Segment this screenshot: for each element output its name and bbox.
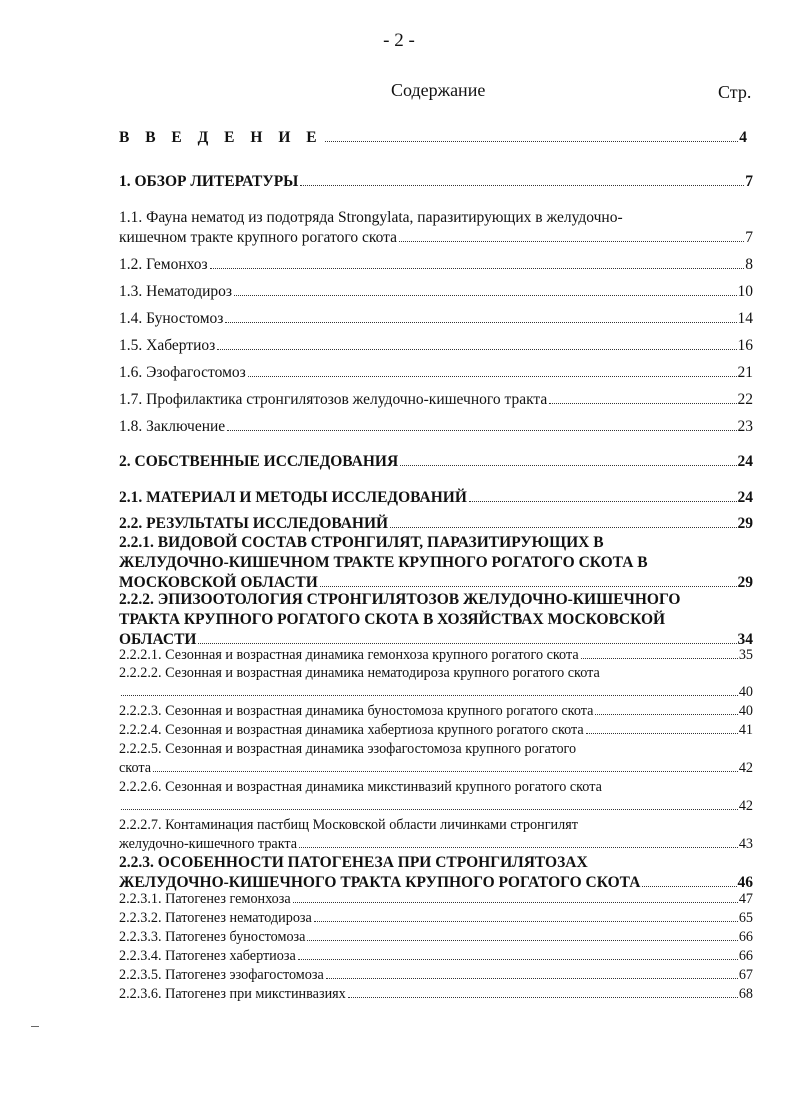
dot-leader — [586, 733, 738, 734]
toc-entry — [119, 488, 753, 508]
toc-entry — [119, 928, 753, 947]
dot-leader — [469, 501, 737, 502]
toc-entry-text: 1.8. Заключение — [119, 418, 226, 435]
toc-entry-text: В В Е Д Е Н И Е — [119, 129, 323, 146]
dot-leader — [581, 658, 738, 659]
dot-leader — [227, 430, 736, 431]
toc-entry — [119, 664, 753, 701]
dot-leader — [595, 714, 737, 715]
toc-entry — [119, 740, 753, 777]
toc-entry-text: 1. ОБЗОР ЛИТЕРАТУРЫ — [119, 173, 299, 190]
dot-leader — [390, 527, 736, 528]
dot-leader — [549, 403, 736, 404]
toc-page-number: 42 — [738, 797, 753, 814]
toc-entry — [119, 452, 753, 472]
toc-entry — [119, 514, 753, 534]
toc-entry-text: ЖЕЛУДОЧНО-КИШЕЧНОГО ТРАКТА КРУПНОГО РОГАТОГО СКОТА — [119, 874, 641, 891]
toc-entry — [119, 778, 753, 815]
toc-entry — [119, 128, 753, 148]
toc-entry-text: МОСКОВСКОЙ ОБЛАСТИ — [119, 574, 318, 591]
dot-leader — [217, 349, 736, 350]
margin-mark — [31, 1026, 39, 1027]
toc-entry-text: ЖЕЛУДОЧНО-КИШЕЧНОМ ТРАКТЕ КРУПНОГО РОГАТОГО СКОТА В — [119, 554, 648, 571]
toc-entry — [119, 853, 753, 893]
toc-entry-text: 2.2.2.6. Сезонная и возрастная динамика микстинвазий крупного рогатого скота — [119, 779, 602, 795]
dot-leader — [325, 141, 739, 142]
toc-page-number: 46 — [737, 874, 753, 891]
dot-leader — [320, 586, 737, 587]
toc-page-number: 34 — [737, 631, 753, 648]
toc-entry — [119, 282, 753, 302]
toc-page-number: 42 — [738, 759, 753, 776]
toc-entry-text: 2.2.2.5. Сезонная и возрастная динамика эзофагостомоза крупного рогатого — [119, 741, 577, 757]
toc-entry — [119, 947, 753, 966]
dot-leader — [399, 241, 744, 242]
toc-entry — [119, 816, 753, 853]
dot-leader — [348, 997, 738, 998]
dot-leader — [121, 809, 738, 810]
toc-page-number: 23 — [737, 418, 753, 435]
toc-entry-text: 2.2.2.1. Сезонная и возрастная динамика гемонхоза крупного рогатого скота — [119, 647, 579, 663]
dot-leader — [293, 902, 738, 903]
toc-page-number: 29 — [737, 515, 753, 532]
dot-leader — [642, 886, 736, 887]
toc-entry-text: 2.2.3. ОСОБЕННОСТИ ПАТОГЕНЕЗА ПРИ СТРОНГИЛЯТОЗАХ — [119, 854, 588, 871]
toc-page-number: 66 — [738, 929, 753, 945]
toc-page-number: 7 — [745, 173, 753, 190]
toc-entry — [119, 590, 753, 650]
toc-entry-text: 2.2.2.7. Контаминация пастбищ Московской области личинками стронгилят — [119, 817, 578, 833]
toc-entry-text: 2.2.2.3. Сезонная и возрастная динамика буностомоза крупного рогатого скота — [119, 703, 594, 719]
toc-entry-text: 2.2.2.4. Сезонная и возрастная динамика хабертиоза крупного рогатого скота — [119, 722, 584, 738]
dot-leader — [400, 465, 736, 466]
toc-entry-text: 2.2.1. ВИДОВОЙ СОСТАВ СТРОНГИЛЯТ, ПАРАЗИТИРУЮЩИХ В — [119, 534, 604, 551]
toc-page-number: 8 — [745, 256, 753, 273]
dot-leader — [314, 921, 738, 922]
toc-page-number: 65 — [738, 910, 753, 926]
toc-entry-text: 2.2.3.1. Патогенез гемонхоза — [119, 891, 291, 907]
toc-entry-text: 1.4. Буностомоз — [119, 310, 224, 327]
toc-entry — [119, 890, 753, 909]
toc-entry-text: 1.7. Профилактика стронгилятозов желудочно-кишечного тракта — [119, 391, 548, 408]
toc-entry-text: 2.2.3.2. Патогенез нематодироза — [119, 910, 312, 926]
toc-page-number: 66 — [738, 948, 753, 964]
toc-page-number: 43 — [738, 835, 753, 852]
dot-leader — [300, 185, 744, 186]
toc-entry-text: 2.2.3.6. Патогенез при микстинвазиях — [119, 986, 346, 1002]
toc-entry-text: кишечном тракте крупного рогатого скота — [119, 229, 397, 246]
toc-entry — [119, 208, 753, 248]
dot-leader — [198, 643, 736, 644]
toc-entry-text: 1.3. Нематодироз — [119, 283, 233, 300]
toc-page-number: 14 — [737, 310, 753, 327]
toc-entry-text: желудочно-кишечного тракта — [119, 835, 298, 852]
toc-entry — [119, 533, 753, 593]
dot-leader — [234, 295, 736, 296]
toc-page-number: 29 — [737, 574, 753, 591]
toc-page-number: 24 — [737, 489, 753, 506]
toc-entry — [119, 702, 753, 721]
toc-page-number: 10 — [737, 283, 753, 300]
toc-page-number: 22 — [737, 391, 753, 408]
dot-leader — [307, 940, 737, 941]
toc-page-number: 67 — [738, 967, 753, 983]
toc-entry — [119, 309, 753, 329]
toc-page-number: 4 — [739, 129, 753, 146]
toc-entry — [119, 721, 753, 740]
toc-page-number: 16 — [737, 337, 753, 354]
toc-page-number: 21 — [737, 364, 753, 381]
toc-entry-text: ОБЛАСТИ — [119, 631, 197, 648]
toc-page-number: 7 — [745, 229, 753, 246]
dot-leader — [225, 322, 736, 323]
dot-leader — [326, 978, 738, 979]
dot-leader — [121, 695, 738, 696]
toc-entry-text: 1.6. Эзофагостомоз — [119, 364, 246, 381]
toc-entry-text: 2.2.2.2. Сезонная и возрастная динамика нематодироза крупного рогатого скота — [119, 665, 600, 681]
toc-entry — [119, 966, 753, 985]
toc-entry — [119, 336, 753, 356]
page-number: - 2 - — [383, 30, 415, 51]
toc-page-number: 40 — [738, 683, 753, 700]
toc-entry — [119, 909, 753, 928]
toc-entry — [119, 417, 753, 437]
toc-entry-text: ТРАКТА КРУПНОГО РОГАТОГО СКОТА В ХОЗЯЙСТВАХ МОСКОВСКОЙ — [119, 611, 666, 628]
toc-entry — [119, 646, 753, 665]
toc-entry — [119, 172, 753, 192]
toc-entry-text: 2.2.3.4. Патогенез хабертиоза — [119, 948, 296, 964]
toc-entry-text: 2.2.3.3. Патогенез буностомоза — [119, 929, 306, 945]
toc-entry-text: 2.2. РЕЗУЛЬТАТЫ ИССЛЕДОВАНИЙ — [119, 515, 389, 532]
page-column-header: Стр. — [718, 82, 752, 102]
toc-entry — [119, 255, 753, 275]
dot-leader — [299, 847, 738, 848]
toc-entry-text: скота — [119, 759, 152, 776]
toc-entry-text: 2. СОБСТВЕННЫЕ ИССЛЕДОВАНИЯ — [119, 453, 399, 470]
toc-entry-text: 2.2.3.5. Патогенез эзофагостомоза — [119, 967, 324, 983]
toc-page-number: 24 — [737, 453, 753, 470]
dot-leader — [153, 771, 738, 772]
dot-leader — [298, 959, 738, 960]
dot-leader — [248, 376, 737, 377]
toc-page-number: 35 — [738, 647, 753, 663]
toc-entry-text: 1.2. Гемонхоз — [119, 256, 208, 273]
toc-entry — [119, 985, 753, 1004]
dot-leader — [210, 268, 745, 269]
toc-page-number: 41 — [738, 722, 753, 738]
toc-page-number: 68 — [738, 986, 753, 1002]
toc-entry-text: 1.5. Хабертиоз — [119, 337, 216, 354]
toc-page-number: 47 — [738, 891, 753, 907]
toc-entry-text: 2.1. МАТЕРИАЛ И МЕТОДЫ ИССЛЕДОВАНИЙ — [119, 489, 467, 506]
toc-entry-text: 1.1. Фауна нематод из подотряда Strongylata, паразитирующих в желудочно- — [119, 209, 623, 226]
toc-title: Содержание — [391, 80, 486, 100]
toc-entry — [119, 363, 753, 383]
toc-entry — [119, 390, 753, 410]
toc-page-number: 40 — [738, 703, 753, 719]
toc-entry-text: 2.2.2. ЭПИЗООТОЛОГИЯ СТРОНГИЛЯТОЗОВ ЖЕЛУДОЧНО-КИШЕЧНОГО — [119, 591, 681, 608]
